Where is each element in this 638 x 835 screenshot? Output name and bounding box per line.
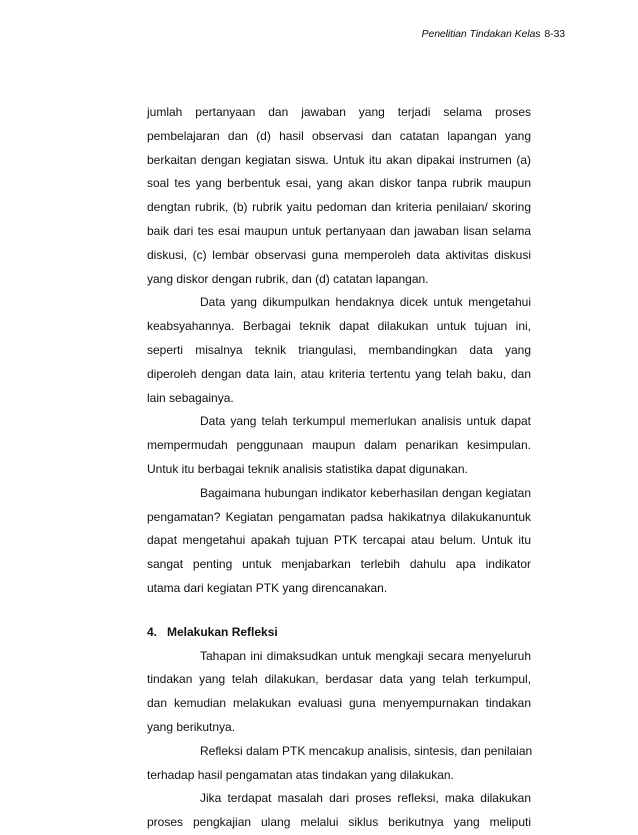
text-line: mempermudah penggunaan maupun dalam penarikan kesimpulan.	[147, 438, 531, 453]
text-line: Untuk itu berbagai teknik analisis statistika dapat digunakan.	[147, 461, 468, 476]
running-title: Penelitian Tindakan Kelas	[421, 28, 541, 40]
text-line: baik dari tes esai maupun untuk pertanyaan dan jawaban lisan selama	[147, 223, 531, 238]
text-line: lain sebagainya.	[147, 390, 234, 405]
paragraph	[147, 291, 531, 410]
text-line: utama dari kegiatan PTK yang direncanakan.	[147, 580, 388, 595]
text-line: dapat mengetahui apakah tujuan PTK tercapai atau belum. Untuk itu	[147, 533, 531, 548]
text-line: Tahapan ini dimaksudkan untuk mengkaji secara menyeluruh	[200, 648, 531, 663]
section-spacer	[147, 601, 531, 621]
text-line: seperti misalnya teknik triangulasi, membandingkan data yang	[147, 342, 531, 357]
paragraph	[147, 740, 531, 788]
paragraph	[147, 101, 531, 291]
text-line: diperoleh dengan data lain, atau kriteria tertentu yang telah baku, dan	[147, 366, 531, 381]
text-line: keabsyahannya. Berbagai teknik dapat dilakukan untuk tujuan ini,	[147, 319, 531, 334]
paragraph	[147, 410, 531, 481]
text-line: dengtan rubrik, (b) rubrik yaitu pedoman dan kriteria penilaian/ skoring	[147, 200, 531, 215]
text-line: diskusi, (c) lembar observasi guna memperoleh data aktivitas diskusi	[147, 247, 531, 262]
text-line: yang berikutnya.	[147, 719, 236, 734]
section-heading	[147, 621, 531, 645]
page-number: 8-33	[544, 28, 565, 40]
text-line: pembelajaran dan (d) hasil observasi dan catatan lapangan yang	[147, 128, 531, 143]
text-line: sangat penting untuk menjabarkan terlebih dahulu apa indikator	[147, 557, 531, 572]
text-line: Bagaimana hubungan indikator keberhasilan dengan kegiatan	[200, 485, 531, 500]
text-line: Refleksi dalam PTK mencakup analisis, sintesis, dan penilaian	[200, 743, 533, 758]
text-line: jumlah pertanyaan dan jawaban yang terjadi selama proses	[147, 105, 531, 119]
text-line: tindakan yang telah dilakukan, berdasar data yang telah terkumpul,	[147, 672, 531, 687]
text-line: Data yang telah terkumpul memerlukan analisis untuk dapat	[200, 414, 531, 429]
text-line: yang diskor dengan rubrik, dan (d) catatan lapangan.	[147, 271, 429, 286]
text-line: soal tes yang berbentuk esai, yang akan diskor tanpa rubrik maupun	[147, 176, 531, 191]
text-line: proses pengkajian ulang melalui siklus berikutnya yang meliputi	[147, 815, 531, 830]
text-line: terhadap hasil pengamatan atas tindakan yang dilakukan.	[147, 767, 454, 782]
paragraph	[147, 787, 531, 835]
section-number: 4.	[147, 624, 158, 639]
body-text	[147, 101, 531, 835]
text-line: berkaitan dengan kegiatan siswa. Untuk itu akan dipakai instrumen (a)	[147, 152, 531, 167]
text-line: dan kemudian melakukan evaluasi guna menyempurnakan tindakan	[147, 696, 531, 711]
section-title: Melakukan Refleksi	[167, 624, 278, 639]
running-header	[422, 28, 565, 40]
paragraph	[147, 645, 531, 740]
text-line: pengamatan? Kegiatan pengamatan padsa hakikatnya dilakukanuntuk	[147, 509, 531, 524]
text-line: Jika terdapat masalah dari proses refleksi, maka dilakukan	[200, 791, 531, 806]
paragraph	[147, 482, 531, 601]
text-line: Data yang dikumpulkan hendaknya dicek untuk mengetahui	[200, 295, 531, 310]
